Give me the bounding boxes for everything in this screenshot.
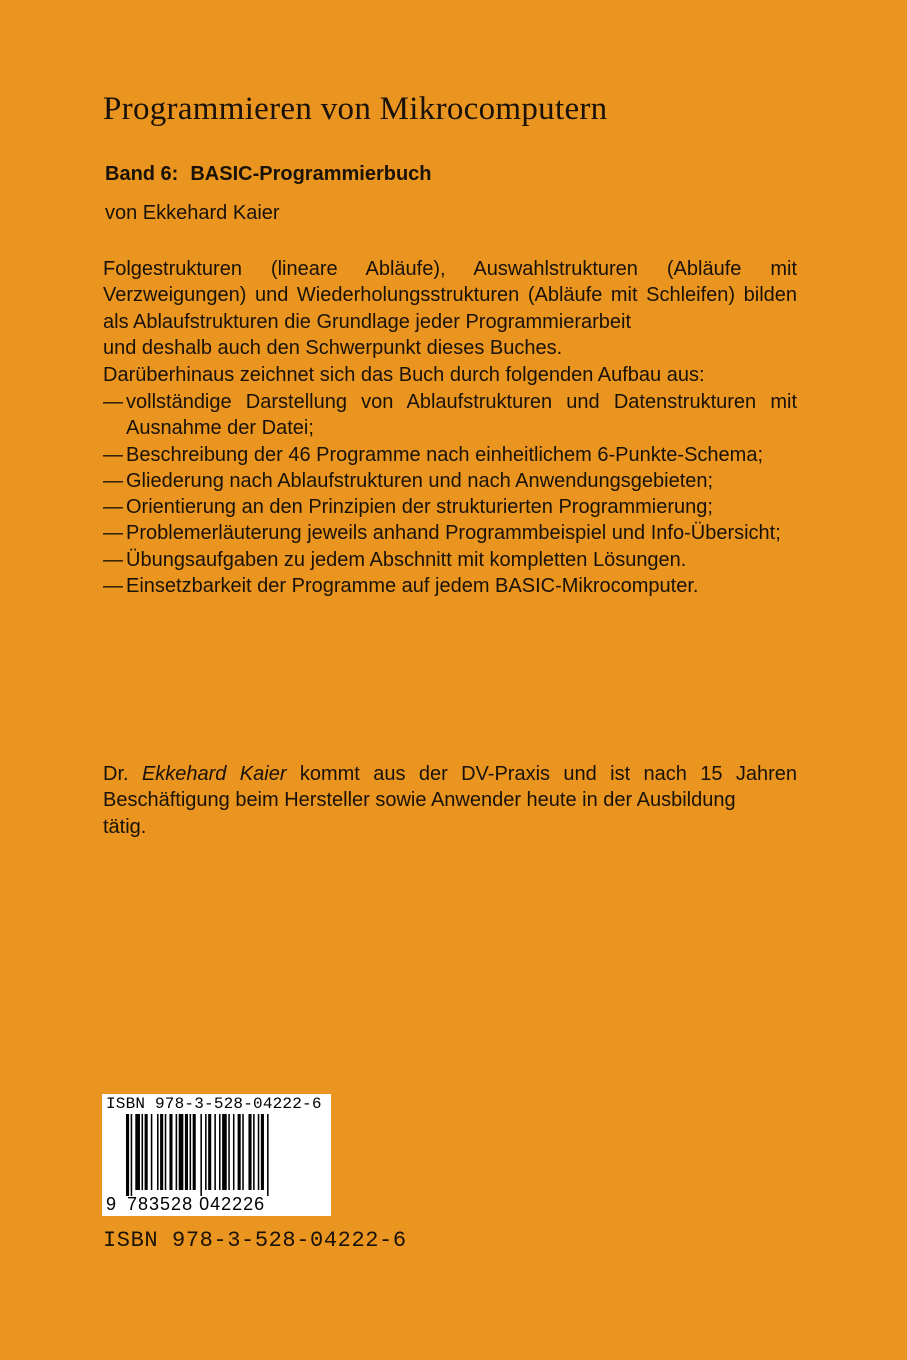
barcode-bar	[193, 1114, 196, 1190]
barcode-bar	[151, 1114, 153, 1190]
barcode-bar	[185, 1114, 188, 1190]
barcode-bar	[176, 1114, 178, 1190]
list-item	[103, 520, 797, 546]
barcode-bar	[214, 1114, 216, 1190]
intro-last-line: und deshalb auch den Schwerpunkt dieses Buches.	[103, 337, 563, 359]
barcode-bar	[131, 1114, 133, 1196]
barcode-bar	[165, 1114, 167, 1190]
list-item	[103, 389, 797, 442]
barcode-bar	[160, 1114, 163, 1190]
author-bio	[103, 761, 797, 814]
barcode-bar	[248, 1114, 251, 1190]
bullet-dash: —	[103, 548, 123, 571]
list-item-text: Problemerläuterung jeweils anhand Programmbeispiel und Info-Übersicht;	[126, 522, 781, 545]
barcode-digits	[106, 1194, 265, 1215]
bullet-dash: —	[103, 575, 123, 598]
list-item	[103, 494, 797, 520]
barcode-bar	[190, 1114, 192, 1190]
bio-last-line: tätig.	[103, 816, 147, 838]
band-label: Band 6:	[105, 163, 179, 185]
barcode-bar	[242, 1114, 244, 1190]
band-heading	[105, 163, 432, 186]
barcode-bar	[126, 1114, 129, 1196]
barcode-bar	[261, 1114, 264, 1190]
barcode-bar	[253, 1114, 255, 1190]
list-item-text: Einsetzbarkeit der Programme auf jedem BASIC-Mikrocomputer.	[126, 575, 699, 598]
barcode-bar	[135, 1114, 140, 1190]
barcode-bar	[267, 1114, 269, 1196]
bullet-dash: —	[103, 522, 123, 545]
barcode-bar	[169, 1114, 172, 1190]
list-item	[103, 573, 797, 599]
list-item-text: Gliederung nach Ablaufstrukturen und nach Anwendungsgebieten;	[126, 469, 714, 492]
author-line: von Ekkehard Kaier	[105, 202, 280, 224]
barcode-bar	[179, 1114, 184, 1190]
barcode	[102, 1094, 331, 1216]
barcode-bar	[157, 1114, 159, 1190]
bio-text: kommt aus der DV-Praxis und ist nach 15 Jahren Beschäftigung beim Hersteller sowie Anwender heute in der Ausbildung	[103, 763, 797, 812]
barcode-bar	[233, 1114, 235, 1190]
barcode-bar	[258, 1114, 260, 1190]
barcode-bar	[219, 1114, 221, 1190]
list-item-text: Übungsaufgaben zu jedem Abschnitt mit kompletten Lösungen.	[126, 548, 687, 571]
barcode-bar	[222, 1114, 227, 1190]
isbn-text: ISBN 978-3-528-04222-6	[103, 1228, 407, 1253]
list-item-text: Orientierung an den Prinzipien der strukturierten Programmierung;	[126, 496, 713, 519]
features-lead-in: Darüberhinaus zeichnet sich das Buch durch folgenden Aufbau aus:	[103, 364, 705, 386]
bullet-dash: —	[103, 443, 123, 466]
barcode-bar	[228, 1114, 230, 1190]
intro-paragraph	[103, 256, 797, 335]
list-item-text: vollständige Darstellung von Ablaufstrukturen und Datenstrukturen mit Ausnahme der Datei;	[126, 391, 797, 440]
series-title: Programmieren von Mikrocomputern	[103, 91, 608, 127]
bio-author-name: Ekkehard Kaier	[141, 763, 287, 785]
list-item-text: Beschreibung der 46 Programme nach einheitlichem 6-Punkte-Schema;	[126, 443, 764, 466]
bullet-dash: —	[103, 391, 123, 413]
barcode-bar	[238, 1114, 241, 1190]
barcode-bar	[142, 1114, 144, 1190]
barcode-bar	[200, 1114, 202, 1196]
barcode-isbn-text: ISBN 978-3-528-04222-6	[106, 1095, 322, 1113]
list-item	[103, 442, 797, 468]
list-item	[103, 468, 797, 494]
features-list	[103, 389, 797, 599]
barcode-bar	[205, 1114, 207, 1190]
barcode-lead-digit: 9	[106, 1194, 118, 1214]
bio-prefix: Dr.	[103, 763, 142, 785]
intro-text: Folgestrukturen (lineare Abläufe), Auswahlstrukturen (Abläufe mit Verzweigungen) und Wiederholungsstrukturen (Abläufe mit Schleifen) bilden als Ablaufstrukturen die Grundlage jeder Programmierarbeit	[103, 258, 797, 333]
barcode-bar	[208, 1114, 211, 1190]
list-item	[103, 547, 797, 573]
barcode-number: 783528 042226	[127, 1194, 266, 1214]
barcode-bars	[102, 1114, 331, 1196]
barcode-bar	[145, 1114, 148, 1190]
book-title: BASIC-Programmierbuch	[190, 163, 432, 185]
bullet-dash: —	[103, 496, 123, 519]
bullet-dash: —	[103, 469, 123, 492]
